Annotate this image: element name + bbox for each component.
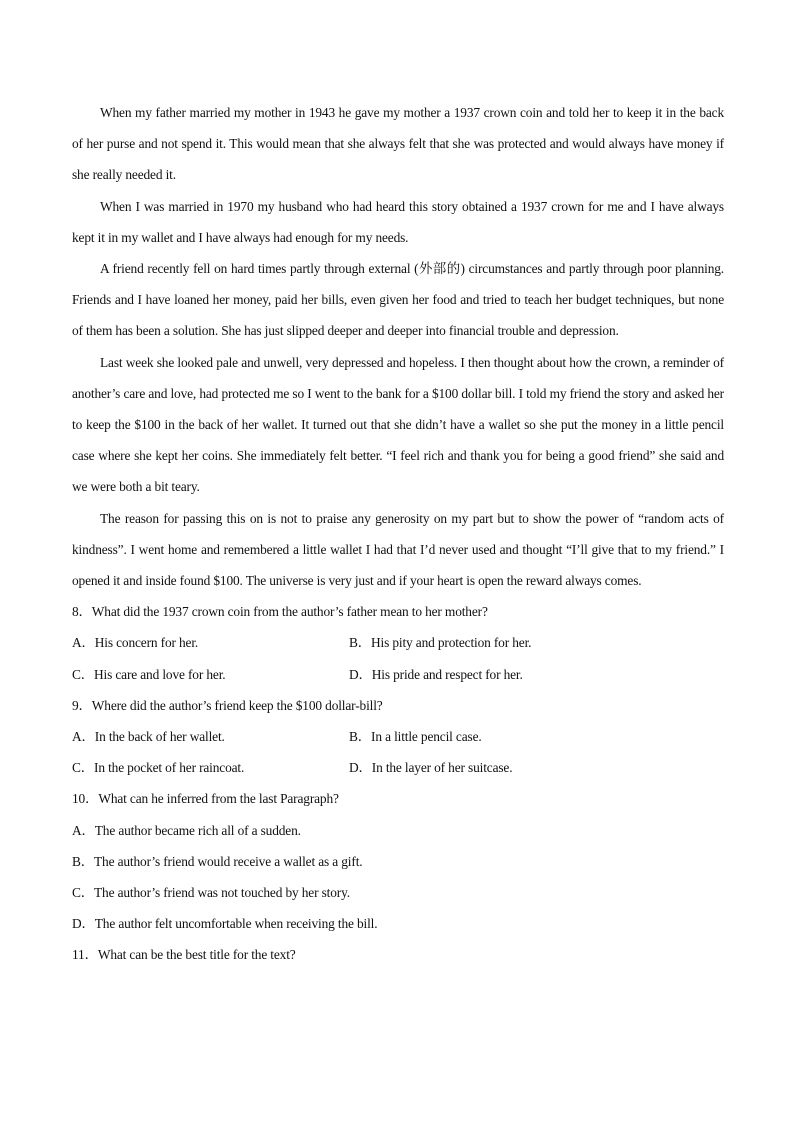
option-a: A．The author became rich all of a sudden.	[72, 822, 301, 838]
option-c: C．The author’s friend was not touched by her story.	[72, 885, 350, 901]
question-stem: 10．What can he inferred from the last Paragraph?	[72, 791, 339, 807]
option-c: C．His care and love for her.	[72, 666, 226, 682]
passage-paragraph-5: The reason for passing this on is not to praise any generosity on my part but to show the power of “random acts of kindness”. I went home and remembered a little wallet I had that I’d never used and thought “I’ll give that to my friend.” I opened it and inside found $100. The universe is very just and if your heart is open the reward always comes.	[72, 510, 724, 589]
options-row	[72, 752, 724, 783]
option-b: B．The author’s friend would receive a wallet as a gift.	[72, 853, 363, 869]
option-b: B．In a little pencil case.	[349, 729, 482, 745]
option-d: D．In the layer of her suitcase.	[349, 760, 513, 776]
question-10	[72, 783, 724, 939]
option-a: A．In the back of her wallet.	[72, 729, 225, 745]
question-stem: 8．What did the 1937 crown coin from the author’s father mean to her mother?	[72, 604, 488, 620]
passage-paragraph-1: When my father married my mother in 1943 he gave my mother a 1937 crown coin and told her to keep it in the back of her purse and not spend it. This would mean that she always felt that she was protected and would always have money if she really needed it.	[72, 105, 724, 183]
question-9	[72, 690, 724, 784]
option-d: D．The author felt uncomfortable when receiving the bill.	[72, 916, 378, 932]
option-b: B．His pity and protection for her.	[349, 635, 532, 651]
options-row	[72, 627, 724, 658]
option-a: A．His concern for her.	[72, 635, 199, 651]
options-row	[72, 659, 724, 690]
question-8	[72, 596, 724, 690]
question-11	[72, 939, 724, 970]
option-d: D．His pride and respect for her.	[349, 666, 523, 682]
option-c: C．In the pocket of her raincoat.	[72, 760, 245, 776]
question-stem: 9．Where did the author’s friend keep the $100 dollar-bill?	[72, 697, 383, 713]
passage-paragraph-3: A friend recently fell on hard times partly through external (外部的) circumstances and partly through poor planning. Friends and I have loaned her money, paid her bills, even given her food and tried to teach her budget techniques, but none of them has been a solution. She has just slipped deeper and deeper into financial trouble and depression.	[72, 261, 724, 339]
options-row	[72, 721, 724, 752]
passage-paragraph-2: When I was married in 1970 my husband who had heard this story obtained a 1937 crown for me and I have always kept it in my wallet and I have always had enough for my needs.	[72, 198, 724, 245]
passage-paragraph-4: Last week she looked pale and unwell, very depressed and hopeless. I then thought about how the crown, a reminder of another’s care and love, had protected me so I went to the bank for a $100 dollar bill. I told my friend the story and asked her to keep the $100 in the back of her wallet. It turned out that she didn’t have a wallet so she put the money in a little pencil case where she kept her coins. She immediately felt better. “I feel rich and thank you for being a good friend” she said and we were both a bit teary.	[72, 354, 724, 495]
document-page	[72, 97, 724, 971]
reading-passage	[72, 97, 724, 596]
question-stem: 11．What can be the best title for the text?	[72, 947, 296, 963]
